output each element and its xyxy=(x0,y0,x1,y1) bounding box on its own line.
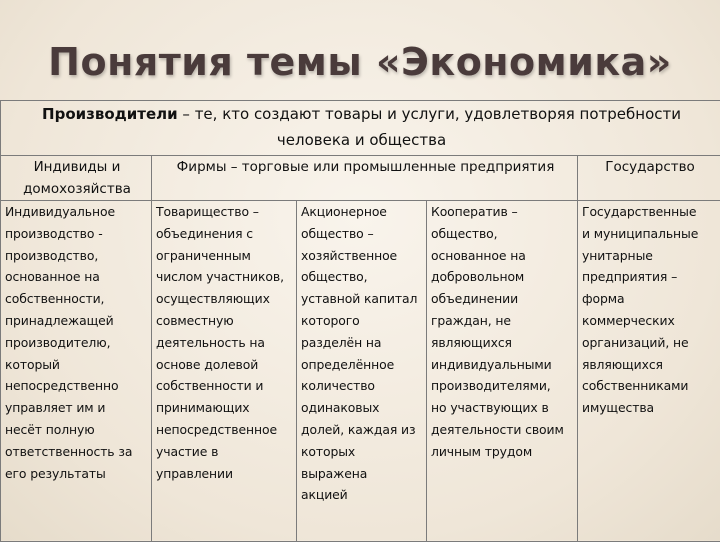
cooperative-cell: Кооператив – общество, основанное на добровольном объединении граждан, не являющихся индивидуальными производителями, но участвующих в деятельности своим личным трудом xyxy=(427,201,578,542)
partnership-cell: Товарищество – объединения с ограниченным числом участников, осуществляющих совместную деятельность на основе долевой собственности и принимающих непосредственное участие в управлении xyxy=(152,201,297,542)
header-state: Государство xyxy=(578,156,720,201)
producers-term: Производители xyxy=(42,105,178,123)
state-enterprises-cell: Государственные и муниципальные унитарные предприятия – форма коммерческих организаций, не являющихся собственниками имущества xyxy=(578,201,720,542)
slide-title: Понятия темы «Экономика» xyxy=(0,40,720,84)
header-row xyxy=(1,156,720,201)
joint-stock-company-cell: Акционерное общество – хозяйственное общество, уставной капитал которого разделён на определённое количество одинаковых долей, каждая из которых выражена акцией xyxy=(297,201,427,542)
producers-row xyxy=(1,101,720,156)
definitions-row xyxy=(1,201,720,542)
individual-production-cell: Индивидуальное производство - производство, основанное на собственности, принадлежащей производителю, который непосредственно управляет им и несёт полную ответственность за его результаты xyxy=(1,201,152,542)
header-individuals: Индивиды и домохозяйства xyxy=(1,156,152,201)
producers-definition: – те, кто создают товары и услуги, удовлетворяя потребности человека и общества xyxy=(178,105,681,149)
header-firms: Фирмы – торговые или промышленные предприятия xyxy=(152,156,578,201)
economics-concepts-table xyxy=(0,100,720,542)
producers-definition-cell xyxy=(1,101,720,156)
